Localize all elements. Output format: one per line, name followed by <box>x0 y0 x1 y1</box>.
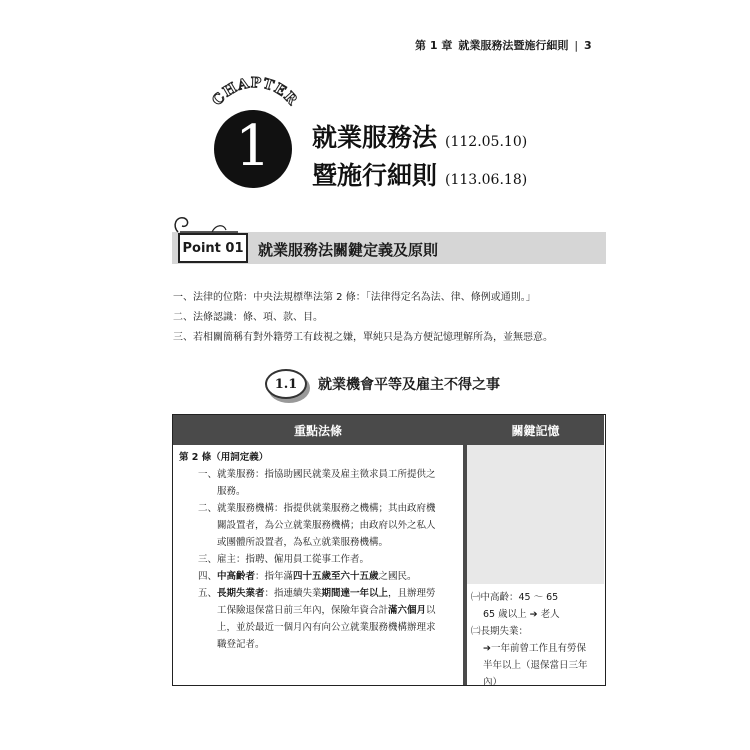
item-text <box>217 585 461 602</box>
section-number: 1.1 <box>274 376 298 392</box>
item-text <box>217 568 461 585</box>
memory-line: 65 歲以上 ➔ 老人 <box>483 609 560 620</box>
chapter-date1: (112.05.10) <box>445 134 528 150</box>
key-articles-table <box>172 414 606 686</box>
item-marker: 二、 <box>197 503 217 514</box>
item-emphasis: 期間達一年以上 <box>321 588 389 599</box>
point-title: 就業服務法關鍵定義及原則 <box>258 241 439 259</box>
intro-item: 一、法律的位階：中央法規標準法第 2 條：「法律得定名為法、律、條例或通則。」 <box>173 292 536 303</box>
header-separator: | <box>574 38 579 52</box>
item-text-part: ：指年滿 <box>255 571 294 582</box>
item-marker: 一、 <box>197 469 217 480</box>
item-term: 長期失業者 <box>217 588 265 599</box>
item-continuation <box>179 602 461 619</box>
item-text-part: 以 <box>426 605 436 616</box>
item-continuation: 服務。 <box>217 486 246 497</box>
definition-item <box>179 585 461 602</box>
item-text-part: ，且辦理勞 <box>388 588 436 599</box>
svg-text:CHAPTER <box>209 75 300 109</box>
chapter-number: 1 <box>235 114 271 179</box>
item-marker: 五、 <box>197 588 217 599</box>
item-text-part: 工保險退保當日前三年內，保險年資合計 <box>217 605 389 616</box>
page-number: 3 <box>584 38 592 52</box>
memory-cell-shade <box>467 445 604 584</box>
article-heading: 第 2 條（用詞定義） <box>179 452 269 463</box>
item-marker: 三、 <box>197 554 217 565</box>
point-label-box <box>178 233 248 263</box>
memory-line: ㈠中高齡：45 ～ 65 <box>471 592 559 603</box>
definition-item <box>179 568 461 585</box>
item-continuation: 關設置者，為公立就業服務機構；由政府以外之私人 <box>217 520 436 531</box>
item-text: 就業服務機構：指提供就業服務之機構；其由政府機 <box>217 503 436 514</box>
item-continuation: 職登記者。 <box>217 639 265 650</box>
item-text-part: 之國民。 <box>378 571 417 582</box>
definition-item <box>179 500 461 517</box>
item-marker: 四、 <box>197 571 217 582</box>
intro-list <box>173 288 613 348</box>
item-term: 中高齡者 <box>217 571 256 582</box>
memory-line: 半年以上（退保當日三年 <box>483 660 588 671</box>
intro-item: 三、若相關簡稱有對外籍勞工有歧視之嫌，單純只是為方便記憶理解所為，並無惡意。 <box>173 332 553 343</box>
header-chapter: 第 1 章 <box>415 39 453 52</box>
point-label: Point 01 <box>182 240 244 256</box>
memory-cell <box>471 589 603 691</box>
header-title: 就業服務法暨施行細則 <box>458 39 569 52</box>
item-text: 雇主：指聘、僱用員工從事工作者。 <box>217 554 370 565</box>
item-emphasis: 四十五歲至六十五歲 <box>293 571 379 582</box>
chapter-title <box>312 118 572 192</box>
item-continuation: 或團體所設置者，為私立就業服務機構。 <box>217 537 389 548</box>
item-continuation: 上，並於最近一個月內有向公立就業服務機構辦理求 <box>217 622 436 633</box>
chapter-date2: (113.06.18) <box>445 172 528 188</box>
chapter-title-line1: 就業服務法 <box>312 123 438 152</box>
definition-item <box>179 551 461 568</box>
section-title: 就業機會平等及雇主不得之事 <box>318 377 500 393</box>
articles-cell <box>179 449 461 653</box>
table-header-right: 關鍵記憶 <box>467 415 604 445</box>
chapter-word: CHAPTER <box>209 75 301 109</box>
item-text-part: ：指連續失業 <box>264 588 322 599</box>
item-text: 就業服務：指協助國民就業及雇主徵求員工所提供之 <box>217 469 436 480</box>
item-emphasis: 滿六個月 <box>388 605 427 616</box>
intro-item: 二、法條認識：條、項、款、目。 <box>173 312 323 323</box>
chapter-number-badge <box>214 110 292 188</box>
memory-line: ➔一年前曾工作且有勞保 <box>483 643 586 654</box>
definition-item <box>179 466 461 483</box>
memory-line: ㈡長期失業： <box>471 626 529 637</box>
memory-line: 內） <box>483 677 503 688</box>
running-header <box>415 37 605 53</box>
section-number-badge <box>265 369 307 399</box>
chapter-title-line2: 暨施行細則 <box>312 161 438 190</box>
table-header-left: 重點法條 <box>173 415 463 445</box>
